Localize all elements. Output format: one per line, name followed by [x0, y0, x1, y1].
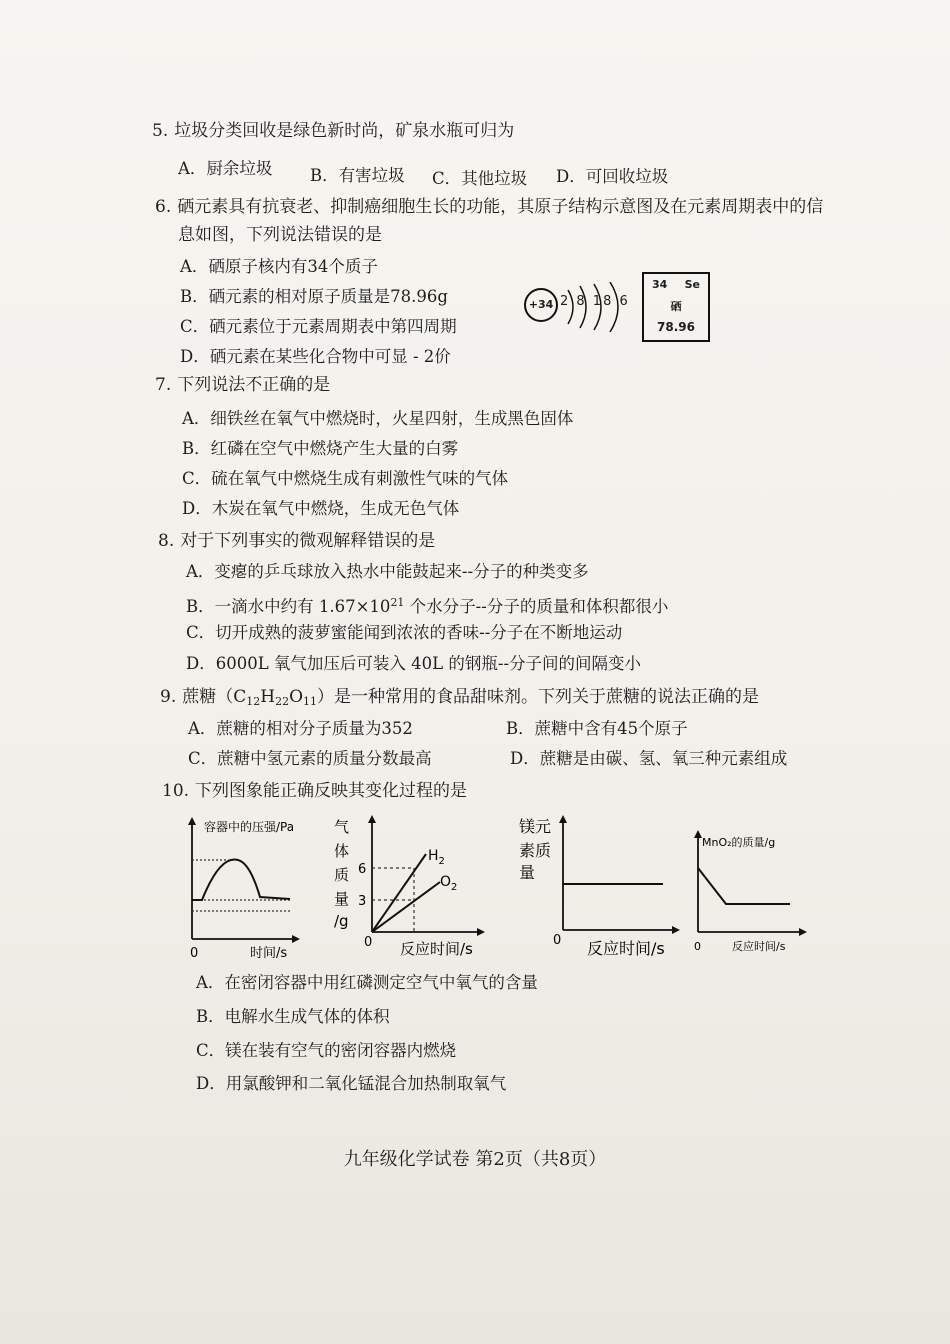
graph-b [330, 812, 490, 962]
graph-c-y-arrow [559, 815, 567, 823]
question-number: 6. [155, 197, 172, 217]
graph-b-ylabel-1: 气 [334, 818, 350, 836]
graph-a-x-arrow [292, 935, 300, 943]
graph-d [690, 828, 810, 960]
graph-a-curve [192, 860, 290, 901]
graph-c-x-arrow [672, 926, 680, 934]
question-stem: 对于下列事实的微观解释错误的是 [180, 531, 436, 551]
graph-c-ylabel-3: 量 [519, 863, 536, 882]
atom-nucleus: +34 [524, 288, 558, 322]
graph-d-y-arrow [694, 830, 702, 838]
q6-option-a: A．硒原子核内有34个质子 [180, 257, 378, 276]
q7-option-b: B．红磷在空气中燃烧产生大量的白雾 [182, 439, 459, 458]
question-number: 7. [155, 375, 172, 395]
graph-b-h2-line [372, 854, 426, 932]
atom-structure-diagram [520, 282, 630, 332]
q7-option-c: C．硫在氧气中燃烧生成有刺激性气味的气体 [182, 469, 509, 488]
q9-sub-o: 11 [303, 695, 318, 708]
graph-b-tick-3: 3 [358, 894, 367, 909]
graph-b-o2-label [440, 874, 457, 893]
q8-option-c: C．切开成熟的菠萝蜜能闻到浓浓的香味--分子在不断地运动 [186, 623, 623, 642]
question-9 [160, 686, 759, 713]
q8-option-a: A．变瘪的乒乓球放入热水中能鼓起来--分子的种类变多 [186, 562, 589, 581]
question-number: 9. [160, 687, 177, 707]
element-symbol: Se [684, 278, 700, 291]
q10-option-d: D．用氯酸钾和二氧化锰混合加热制取氧气 [196, 1074, 507, 1093]
graph-b-h2-symbol: H [428, 848, 439, 864]
element-name: 硒 [670, 300, 682, 313]
q8-option-b-exponent: 21 [390, 596, 405, 609]
question-number: 10. [162, 781, 190, 801]
graph-b-h2-label [428, 848, 445, 867]
graph-b-ylabel-4: 量 [334, 890, 350, 908]
atomic-mass: 78.96 [657, 320, 695, 334]
periodic-table-cell [642, 272, 710, 342]
graph-c-ylabel-2: 素质 [519, 841, 552, 860]
q9-sub-c: 12 [246, 695, 261, 708]
question-6 [155, 196, 823, 218]
graph-b-ylabel-3: 质 [334, 866, 350, 884]
q8-option-b [186, 592, 668, 618]
page-footer: 九年级化学试卷 第2页（共8页） [343, 1149, 607, 1170]
question-5 [152, 120, 514, 142]
graph-a-ylabel: 容器中的压强/Pa [204, 820, 295, 834]
graph-b-x-arrow [477, 928, 485, 936]
graph-b-tick-6: 6 [358, 862, 367, 877]
q7-option-d: D．木炭在氧气中燃烧，生成无色气体 [182, 499, 460, 518]
q10-option-a: A．在密闭容器中用红磷测定空气中氧气的含量 [196, 973, 538, 992]
graph-b-ylabel-2: 体 [334, 842, 350, 860]
graph-a-xlabel: 时间/s [250, 946, 288, 961]
question-10 [162, 780, 467, 802]
question-number: 8. [158, 531, 175, 551]
graph-c [515, 812, 685, 962]
question-stem: 垃圾分类回收是绿色新时尚，矿泉水瓶可归为 [174, 121, 515, 141]
question-stem: 下列说法不正确的是 [177, 375, 331, 395]
q5-option-c: C．其他垃圾 [432, 169, 528, 188]
q9-option-c: C．蔗糖中氢元素的质量分数最高 [188, 749, 432, 768]
question-stem: 下列图象能正确反映其变化过程的是 [195, 781, 468, 801]
graph-d-origin: 0 [694, 940, 701, 953]
q6-option-b: B．硒元素的相对原子质量是78.96g [180, 287, 448, 306]
graph-d-xlabel: 反应时间/s [732, 940, 786, 953]
q10-option-b: B．电解水生成气体的体积 [196, 1007, 390, 1026]
graph-b-ylabel-5: /g [334, 912, 349, 930]
q9-sub-h: 22 [275, 695, 290, 708]
q7-option-a: A．细铁丝在氧气中燃烧时，火星四射，生成黑色固体 [182, 409, 574, 428]
q6-option-c: C．硒元素位于元素周期表中第四周期 [180, 317, 457, 336]
q5-option-a: A．厨余垃圾 [178, 159, 273, 178]
graph-d-x-arrow [799, 928, 807, 936]
graph-c-ylabel-1: 镁元 [519, 817, 552, 836]
graph-d-ylabel: MnO₂的质量/g [702, 836, 776, 849]
shell-arcs [520, 282, 630, 332]
graph-c-xlabel: 反应时间/s [587, 939, 665, 958]
question-stem: 硒元素具有抗衰老、抑制癌细胞生长的功能，其原子结构示意图及在元素周期表中的信 [177, 197, 824, 217]
graph-d-curve [698, 868, 790, 904]
electron-shells: 2 8 18 6 [560, 294, 630, 309]
graph-b-o2-line [372, 882, 440, 932]
question-6-line2: 息如图，下列说法错误的是 [178, 225, 382, 245]
graph-a-y-arrow [188, 817, 196, 825]
graph-b-o2-sub: 2 [451, 882, 458, 893]
graph-a-origin: 0 [190, 946, 199, 961]
q9-stem-post: ）是一种常用的食品甜味剂。下列关于蔗糖的说法正确的是 [317, 687, 760, 707]
q5-option-d: D．可回收垃圾 [556, 167, 669, 186]
q9-option-a: A．蔗糖的相对分子质量为352 [188, 719, 413, 738]
question-7 [155, 374, 330, 396]
graph-b-o2-symbol: O [440, 874, 452, 890]
q9-option-d: D．蔗糖是由碳、氢、氧三种元素组成 [510, 749, 788, 768]
graph-b-origin: 0 [364, 935, 373, 950]
q8-option-b-tail: 个水分子--分子的质量和体积都很小 [404, 597, 669, 616]
graph-c-origin: 0 [553, 933, 562, 948]
q9-option-b: B．蔗糖中含有45个原子 [506, 719, 688, 738]
atomic-number: 34 [652, 278, 668, 291]
graph-b-xlabel: 反应时间/s [400, 940, 473, 958]
q8-option-b-pre: B．一滴水中约有 1.67×10 [186, 597, 391, 616]
graph-b-h2-sub: 2 [438, 856, 445, 867]
q5-option-b: B．有害垃圾 [310, 166, 405, 185]
q8-option-d: D．6000L 氧气加压后可装入 40L 的钢瓶--分子间的间隔变小 [186, 654, 642, 673]
question-number: 5. [152, 121, 169, 141]
q9-stem-pre: 蔗糖（C [182, 687, 247, 707]
q6-option-d: D．硒元素在某些化合物中可显 - 2价 [180, 347, 451, 366]
graph-a [180, 815, 300, 965]
q9-h: H [260, 687, 276, 707]
graph-b-y-arrow [368, 815, 376, 823]
question-8 [158, 530, 435, 552]
q9-o: O [289, 687, 304, 707]
q10-option-c: C．镁在装有空气的密闭容器内燃烧 [196, 1041, 457, 1060]
